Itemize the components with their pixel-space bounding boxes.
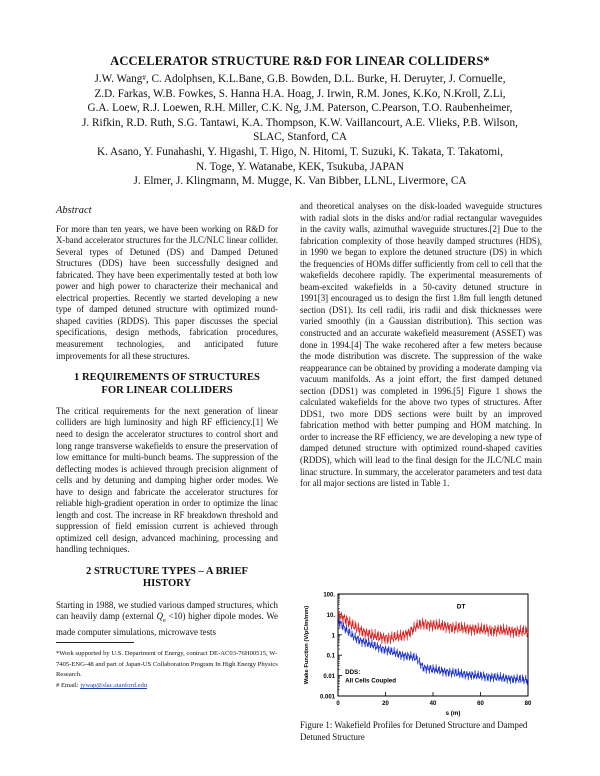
x-tick-label: 40 bbox=[429, 701, 437, 707]
author-line: K. Asano, Y. Funahashi, Y. Higashi, T. Higo, N. Hitomi, T. Suzuki, K. Takata, T. Takatomi, bbox=[96, 145, 504, 158]
author-line: Z.D. Farkas, W.B. Fowkes, S. Hanna H.A. Hoag, J. Irwin, R.M. Jones, K.Ko, N.Kroll, Z.Li, bbox=[94, 87, 506, 100]
y-axis-label: Wake Function (V/pC/m/mm) bbox=[304, 605, 310, 685]
footnote-email: # Email: jywap@slac.stanford.edu bbox=[56, 682, 148, 690]
x-tick-label: 80 bbox=[524, 701, 532, 707]
section-1-heading: 1 REQUIREMENTS OF STRUCTURES FOR LINEAR COLLIDERS bbox=[74, 372, 260, 396]
footnote-rule bbox=[56, 642, 134, 643]
y-tick-label: 10. bbox=[326, 612, 335, 619]
author-block bbox=[40, 72, 560, 189]
annotation-dds-coupled: All Cells Coupled bbox=[345, 677, 397, 685]
paper-title: ACCELERATOR STRUCTURE R&D FOR LINEAR COLLIDERS* bbox=[110, 54, 490, 68]
annotation-dt: DT bbox=[456, 603, 466, 611]
author-line: J. Rifkin, R.D. Ruth, S.G. Tantawi, K.A. Thompson, K.W. Vaillancourt, A.E. Vlieks, P.B. Wilson, bbox=[82, 116, 518, 129]
right-column-text: and theoretical analyses on the disk-loaded waveguide structures with radial slots in the disks and/or radial rectangular waveguides in the cavity walls, azimuthal waveguide structures.[2] Due to the fabrication complexity of those heavily damped structures (HDS), in 1990 we began to explore the detuned structure (DS) in which the frequencies of HOMs differ sufficiently from cell to cell that the wakefields decohere rapidly. The experimental measurements of beam-excited wakefields in a 50-cavity detuned structure in 1991[3] encouraged us to design the first 1.8m full length detuned section (DS1). Its cell radii, iris radii and disk thicknesses were varied smoothly (in a Gaussian distribution). This section was constructed and an accurate wakefield measurement (ASSET) was done in 1994.[4] The wake recohered after a few meters because the mode distribution was discrete. The suppression of the wake reappearance can be obtained by providing a moderate damping via vacuum manifolds. As a joint effort, the first damped detuned section (DDS1) was completed in 1996.[5] Figure 1 shows the calculated wakefields for the above two types of structures. After DDS1, two more DDS sections were built by an improved fabrication method with better pumping and HOM matching. In order to increase the RF efficiency, we are developing a new type of damped detuned structure with optimized round-shaped cavities (RDDS), which will lead to the final design for the JLC/NLC main linac structure. In summary, the accelerator parameters and test data for all major sections are listed in Table 1. bbox=[300, 201, 542, 489]
affiliation: SLAC, Stanford, CA bbox=[253, 131, 347, 144]
figure-caption: Figure 1: Wakefield Profiles for Detuned Structure and Damped Detuned Structure bbox=[300, 720, 528, 742]
left-column bbox=[56, 205, 278, 692]
wakefield-chart bbox=[300, 588, 542, 718]
section-1-text: The critical requirements for the next generation of linear colliders are high luminosity and high RF efficiency.[1] We need to design the accelerator structures to control short and long range transverse wakefields to ensure the preservation of low emittance for multi-bunch beams. The suppression of the deflecting modes is achieved through precision alignment of cells and by detuning and damping higher order modes. We have to design and fabricate the accelerator structures for reliable high-gradient operation in order to optimize the linac length and cost. The increase in RF breakdown threshold and suppression of field emission current is achieved through optimized cell design, advanced machining, processing and handling techniques. bbox=[56, 405, 278, 555]
x-tick-label: 20 bbox=[382, 701, 389, 707]
x-axis-label: s (m) bbox=[445, 710, 461, 717]
abstract-text: For more than ten years, we have been working on R&D for X-band accelerator structures for the JLC/NLC linear collider. Several types of Detuned (DS) and Damped Detuned Structures (DDS) have been successfully designed and fabricated. They have been experimentally tested at both low power and high power to characterize their mechanical and electrical properties. Recently we started developing a new type of damped detuned structure with optimized round-shaped cavities (RDDS). This paper discusses the special specifications, design methods, fabrication procedures, measurement technologies, and anticipated future improvements for all these structures. bbox=[56, 223, 278, 361]
series-line-dt bbox=[338, 610, 528, 644]
x-tick-label: 60 bbox=[477, 701, 484, 707]
author-line: N. Toge, Y. Watanabe, KEK, Tsukuba, JAPAN bbox=[196, 160, 404, 173]
footnote-work-support: *Work supported by U.S. Department of Energy, contract DE-AC03-76H00515, W-7405-ENG-48 and part of Japan-US Collaboration Program In High Energy Physics Research. bbox=[56, 650, 278, 679]
author-line: G.A. Loew, R.J. Loewen, R.H. Miller, C.K. Ng, J.M. Paterson, C.Pearson, T.O. Raubenheimer, bbox=[87, 102, 513, 115]
y-tick-label: 0.001 bbox=[319, 694, 335, 701]
right-column bbox=[300, 201, 542, 490]
email-link[interactable]: jywap@slac.stanford.edu bbox=[80, 682, 148, 690]
author-line: J. Elmer, J. Klingmann, M. Mugge, K. Van Bibber, LLNL, Livermore, CA bbox=[133, 175, 467, 188]
author-line: J.W. Wang#, C. Adolphsen, K.L.Bane, G.B. Bowden, D.L. Burke, H. Deruyter, J. Cornuelle, bbox=[94, 73, 506, 85]
section-2-text: Starting in 1988, we studied various damped structures, which can heavily damp (external $Q_e <10$) higher dipole modes. We made computer simulations, microwave tests bbox=[56, 599, 278, 637]
y-tick-label: 100. bbox=[323, 592, 335, 599]
y-tick-label: 1 bbox=[331, 633, 335, 640]
y-tick-label: 0.01 bbox=[323, 674, 335, 681]
abstract-heading: Abstract bbox=[56, 205, 92, 216]
annotation-dds: DDS: bbox=[345, 668, 361, 676]
section-2-heading: 2 STRUCTURE TYPES – A BRIEF HISTORY bbox=[86, 566, 248, 590]
x-tick-label: 0 bbox=[336, 701, 340, 707]
y-tick-label: 0.1 bbox=[326, 653, 335, 660]
